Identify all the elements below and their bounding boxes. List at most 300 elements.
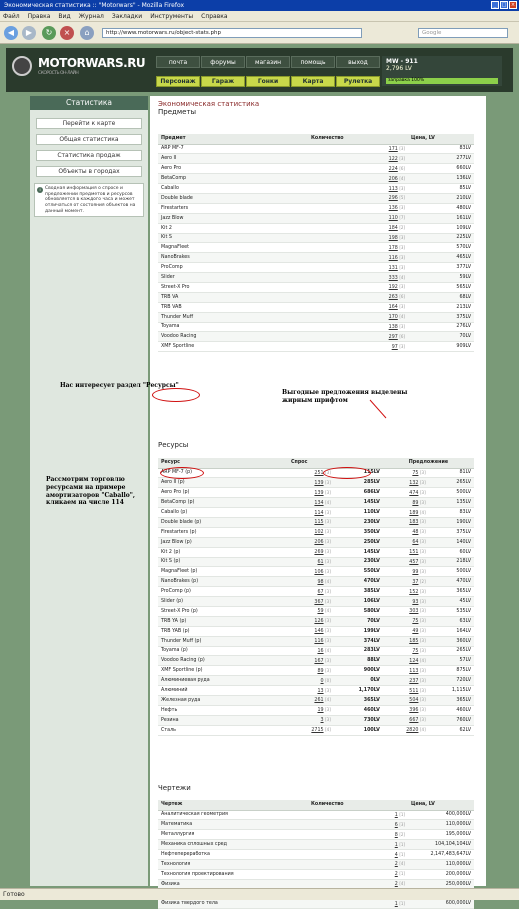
- search-placeholder: Google: [422, 30, 442, 36]
- demand-sellers: [3]: [325, 509, 331, 515]
- offer-qty-link[interactable]: 396: [409, 708, 419, 714]
- offer-qty-link[interactable]: 99: [412, 569, 419, 575]
- demand-qty-link[interactable]: 13: [317, 688, 324, 694]
- items-section-title: Предметы: [158, 108, 197, 116]
- offer-sellers: [3]: [419, 549, 426, 555]
- demand-qty-link[interactable]: 16: [317, 648, 324, 654]
- resource-name: Нефть: [158, 705, 288, 715]
- resource-name: BetaComp (р): [158, 498, 288, 508]
- demand-qty-link[interactable]: 134: [314, 500, 324, 506]
- drawing-qty-cell: [308, 899, 408, 909]
- offer-sellers: [3]: [419, 707, 426, 713]
- page-title: Экономическая статистика: [158, 100, 260, 108]
- demand-qty-link[interactable]: 116: [314, 639, 324, 645]
- item-price: 59LV: [408, 273, 474, 283]
- offer-qty-link[interactable]: 75: [412, 470, 419, 476]
- info-icon: i: [37, 187, 43, 193]
- offer-sellers: [3]: [419, 588, 426, 594]
- item-qty-link[interactable]: 297: [388, 334, 398, 340]
- nav-help[interactable]: помощь: [291, 56, 335, 68]
- item-qty-link[interactable]: 164: [388, 305, 398, 311]
- demand-price: 106LV: [334, 597, 383, 607]
- nav-races[interactable]: Гонки: [246, 76, 290, 87]
- offer-qty-link[interactable]: 48: [412, 530, 419, 536]
- offer-price: 190LV: [429, 517, 474, 527]
- item-qty-link[interactable]: 97: [391, 344, 398, 350]
- demand-sellers: [3]: [325, 707, 331, 713]
- sidebar-title: Статистика: [30, 96, 148, 110]
- offer-qty-link[interactable]: 183: [409, 520, 419, 526]
- draw-header-name: Чертеж: [158, 800, 308, 810]
- resource-name: Aero Pro (р): [158, 488, 288, 498]
- item-name: TRB VA: [158, 292, 308, 302]
- offer-qty-link[interactable]: 237: [409, 678, 419, 684]
- offer-price: 164LV: [429, 626, 474, 636]
- menu-file[interactable]: Файл: [3, 13, 20, 20]
- item-name: MagnaFleet: [158, 243, 308, 253]
- resource-name: XMF Sportline (р): [158, 666, 288, 676]
- drawing-name: Технология проектирования: [158, 869, 308, 879]
- item-qty-link[interactable]: 263: [388, 295, 398, 301]
- offer-qty-link[interactable]: 303: [409, 609, 419, 615]
- demand-sellers: [0]: [325, 677, 331, 683]
- offer-price: 500LV: [429, 488, 474, 498]
- demand-sellers: [3]: [325, 519, 331, 525]
- item-qty-sellers: [7]: [399, 215, 405, 221]
- item-name: Aero Pro: [158, 164, 308, 174]
- demand-sellers: [3]: [325, 469, 331, 475]
- demand-sellers: [4]: [325, 608, 331, 614]
- item-price: 570LV: [408, 243, 474, 253]
- status-bar: [0, 888, 519, 900]
- demand-qty-link[interactable]: 67: [317, 589, 324, 595]
- drawing-qty-link[interactable]: 6: [394, 822, 398, 828]
- demand-price: 1,170LV: [334, 686, 383, 696]
- offer-sellers: [3]: [419, 558, 426, 564]
- drawing-price: 195,000LV: [408, 830, 474, 840]
- resource-name: Алюминиевая руда: [158, 676, 288, 686]
- resource-name: Slider (р): [158, 597, 288, 607]
- offer-price: 365LV: [429, 587, 474, 597]
- demand-sellers: [4]: [325, 697, 331, 703]
- minimize-icon[interactable]: _: [491, 1, 499, 9]
- drawing-qty-link[interactable]: 8: [394, 832, 398, 838]
- offer-qty-link[interactable]: 152: [409, 589, 419, 595]
- drawing-qty-link[interactable]: 1: [394, 901, 398, 907]
- nav-mail[interactable]: почта: [156, 56, 200, 68]
- offer-price: 760LV: [429, 715, 474, 725]
- drawing-sellers: [4]: [399, 881, 405, 887]
- address-bar[interactable]: [102, 28, 362, 38]
- sidebar-item-map[interactable]: Перейти к карте: [36, 118, 142, 129]
- resource-name: Toyama (р): [158, 646, 288, 656]
- item-qty-sellers: [3]: [399, 244, 405, 250]
- drawing-qty-link[interactable]: 1: [394, 842, 398, 848]
- drawing-sellers: [1]: [399, 841, 405, 847]
- demand-qty-link[interactable]: 139: [314, 490, 324, 496]
- offer-price: 218LV: [429, 557, 474, 567]
- reload-icon[interactable]: ↻: [42, 26, 56, 40]
- offer-qty-link[interactable]: 75: [412, 619, 419, 625]
- close-icon[interactable]: ×: [510, 2, 516, 8]
- item-qty-link[interactable]: 113: [388, 186, 398, 192]
- offer-price: 265LV: [429, 646, 474, 656]
- offer-qty-link[interactable]: 93: [412, 599, 419, 605]
- demand-qty-link[interactable]: 2715: [311, 728, 324, 734]
- item-name: Voodoo Racing: [158, 332, 308, 342]
- res-header-name: Ресурс: [158, 458, 288, 468]
- res-header-offer: Предложение: [383, 458, 474, 468]
- offer-sellers: [3]: [419, 717, 426, 723]
- item-qty-sellers: [3]: [399, 343, 405, 349]
- nav-roulette[interactable]: Рулетка: [336, 76, 380, 87]
- item-qty-sellers: [6]: [399, 333, 405, 339]
- sidebar-item-general-stats[interactable]: Общая статистика: [36, 134, 142, 145]
- item-price: 377LV: [408, 263, 474, 273]
- offer-sellers: [3]: [419, 479, 426, 485]
- demand-qty-link[interactable]: 106: [314, 569, 324, 575]
- nav-shop[interactable]: магазин: [246, 56, 290, 68]
- logo-text: MOTORWARS.RU: [38, 56, 146, 70]
- item-price: 375LV: [408, 312, 474, 322]
- offer-sellers: [3]: [419, 697, 426, 703]
- offer-sellers: [3]: [419, 519, 426, 525]
- demand-price: 900LV: [334, 666, 383, 676]
- logo-tagline: СКОРОСТЬ ОН-ЛАЙН: [38, 71, 79, 76]
- drawing-sellers: [3]: [399, 821, 405, 827]
- item-price: 565LV: [408, 282, 474, 292]
- window-titlebar: [0, 0, 519, 11]
- item-qty-sellers: [3]: [399, 323, 405, 329]
- offer-price: 62LV: [429, 725, 474, 735]
- search-input[interactable]: [418, 28, 508, 38]
- resource-name: Firestarters (р): [158, 527, 288, 537]
- demand-price: 145LV: [334, 498, 383, 508]
- demand-qty-link[interactable]: 269: [314, 550, 324, 556]
- drawing-price: 104,104,104LV: [408, 840, 474, 850]
- offer-sellers: [4]: [419, 657, 426, 663]
- drawing-price: 250,000LV: [408, 879, 474, 889]
- demand-price: 686LV: [334, 488, 383, 498]
- item-qty-sellers: [3]: [399, 145, 405, 151]
- stop-icon[interactable]: ×: [60, 26, 74, 40]
- demand-sellers: [3]: [325, 529, 331, 535]
- status-text: Готово: [3, 891, 25, 898]
- item-qty-link[interactable]: 136: [388, 206, 398, 212]
- item-price: 85LV: [408, 184, 474, 194]
- offer-sellers: [3]: [419, 529, 426, 535]
- demand-qty-link[interactable]: 206: [314, 540, 324, 546]
- demand-qty-link[interactable]: 19: [317, 708, 324, 714]
- maximize-icon[interactable]: □: [501, 2, 507, 8]
- demand-price: 385LV: [334, 587, 383, 597]
- demand-sellers: [4]: [325, 499, 331, 505]
- demand-qty-link[interactable]: 261: [314, 698, 324, 704]
- offer-qty-link[interactable]: 185: [409, 639, 419, 645]
- item-qty-sellers: [6]: [399, 294, 405, 300]
- demand-qty-link[interactable]: 61: [317, 559, 324, 565]
- item-name: Caballo: [158, 184, 308, 194]
- demand-qty-link[interactable]: 0: [320, 678, 324, 684]
- offer-sellers: [4]: [419, 727, 426, 733]
- navigation-toolbar: [0, 22, 519, 44]
- item-price: 465LV: [408, 253, 474, 263]
- offer-price: 535LV: [429, 606, 474, 616]
- url-text: http://www.motorwars.ru/object-stats.php: [106, 30, 222, 36]
- item-price: 109LV: [408, 223, 474, 233]
- nav-garage[interactable]: Гараж: [201, 76, 245, 87]
- offer-qty-link[interactable]: 113: [409, 668, 419, 674]
- drawings-section-title: Чертежи: [158, 784, 191, 792]
- offer-qty-link[interactable]: 2820: [406, 728, 419, 734]
- drawing-sellers: [2]: [399, 831, 405, 837]
- offer-sellers: [3]: [419, 598, 426, 604]
- offer-qty-link[interactable]: 64: [412, 540, 419, 546]
- demand-qty-link[interactable]: 98: [317, 579, 324, 585]
- annotation-bold-offers: Выгодные предложения выделены жирным шрифтом: [282, 389, 408, 404]
- offer-sellers: [4]: [419, 509, 426, 515]
- item-qty-link[interactable]: 192: [388, 285, 398, 291]
- resource-name: Kit 2 (р): [158, 547, 288, 557]
- sidebar-info-text: Сводная информация о спросе и предложении предметов и ресурсов обновляется в каждого часа и может отличаться от состояния объектов на данный момент.: [45, 186, 136, 214]
- demand-qty-link[interactable]: 59: [317, 609, 324, 615]
- item-qty-sellers: [3]: [399, 234, 405, 240]
- item-qty-sellers: [2]: [399, 225, 405, 231]
- item-qty-sellers: [3]: [399, 304, 405, 310]
- item-price: 276LV: [408, 322, 474, 332]
- nav-exit[interactable]: выход: [336, 56, 380, 68]
- item-qty-sellers: [4]: [399, 274, 405, 280]
- offer-sellers: [3]: [419, 469, 426, 475]
- demand-qty-link[interactable]: 251: [314, 470, 324, 476]
- offer-qty-link[interactable]: 504: [409, 698, 419, 704]
- item-price: 909LV: [408, 342, 474, 352]
- offer-sellers: [3]: [419, 667, 426, 673]
- item-price: 277LV: [408, 154, 474, 164]
- offer-qty-link[interactable]: 49: [412, 629, 419, 635]
- drawing-qty-link[interactable]: 2: [394, 872, 398, 878]
- item-price: 83LV: [408, 144, 474, 154]
- offer-price: 365LV: [429, 695, 474, 705]
- offer-price: 360LV: [429, 636, 474, 646]
- offer-sellers: [3]: [419, 618, 426, 624]
- offer-qty-link[interactable]: 124: [409, 658, 419, 664]
- drawing-name: Нефтепереработка: [158, 850, 308, 860]
- home-icon[interactable]: ⌂: [80, 26, 94, 40]
- demand-price: 374LV: [334, 636, 383, 646]
- resource-name: Алюминий: [158, 686, 288, 696]
- resource-name: Voodoo Racing (р): [158, 656, 288, 666]
- drawing-price: 600,000LV: [408, 899, 474, 909]
- offer-qty-link[interactable]: 132: [409, 480, 419, 486]
- item-price: 213LV: [408, 302, 474, 312]
- item-qty-link[interactable]: 138: [388, 324, 398, 330]
- resource-name: Aero II (р): [158, 478, 288, 488]
- offer-price: 875LV: [429, 666, 474, 676]
- resource-name: NanoBrakes (р): [158, 577, 288, 587]
- demand-sellers: [3]: [325, 539, 331, 545]
- car-balance: 2,796 LV: [386, 65, 412, 72]
- demand-sellers: [3]: [325, 717, 331, 723]
- demand-qty-link[interactable]: 114: [314, 510, 324, 516]
- demand-sellers: [4]: [325, 647, 331, 653]
- offer-price: 81LV: [429, 468, 474, 478]
- demand-price: 0LV: [334, 676, 383, 686]
- item-qty-link[interactable]: 333: [388, 275, 398, 281]
- demand-price: 145LV: [334, 547, 383, 557]
- offer-sellers: [3]: [419, 687, 426, 693]
- drawing-qty-link[interactable]: 2: [394, 862, 398, 868]
- demand-qty-link[interactable]: 139: [314, 480, 324, 486]
- item-name: XMF Sportline: [158, 342, 308, 352]
- item-qty-sellers: [4]: [399, 175, 405, 181]
- resource-name: Street-X Pro (р): [158, 606, 288, 616]
- resource-name: ProComp (р): [158, 587, 288, 597]
- item-qty-link[interactable]: 170: [388, 315, 398, 321]
- demand-qty-link[interactable]: 126: [314, 619, 324, 625]
- demand-qty-link[interactable]: 367: [314, 599, 324, 605]
- demand-sellers: [3]: [325, 549, 331, 555]
- resource-name: Сталь: [158, 725, 288, 735]
- item-qty-link[interactable]: 122: [388, 156, 398, 162]
- item-qty-link[interactable]: 206: [388, 176, 398, 182]
- drawing-qty-link[interactable]: 1: [394, 812, 398, 818]
- demand-qty-link[interactable]: 3: [320, 718, 324, 724]
- drawing-price: 2,147,483,647LV: [408, 850, 474, 860]
- item-price: 136LV: [408, 174, 474, 184]
- demand-sellers: [3]: [325, 568, 331, 574]
- demand-price: 283LV: [334, 646, 383, 656]
- offer-price: 63LV: [429, 616, 474, 626]
- offer-price: 57LV: [429, 656, 474, 666]
- demand-sellers: [3]: [325, 687, 331, 693]
- demand-price: 199LV: [334, 626, 383, 636]
- item-qty-link[interactable]: 224: [388, 166, 398, 172]
- demand-price: 250LV: [334, 537, 383, 547]
- item-qty-link[interactable]: 184: [388, 226, 398, 232]
- nav-forums[interactable]: форумы: [201, 56, 245, 68]
- item-qty-link[interactable]: 116: [388, 255, 398, 261]
- item-qty-link[interactable]: 131: [388, 265, 398, 271]
- demand-sellers: [3]: [325, 598, 331, 604]
- drawing-name: Аналитическая геометрия: [158, 810, 308, 820]
- offer-price: 375LV: [429, 527, 474, 537]
- resource-name: TRB YA (р): [158, 616, 288, 626]
- drawing-qty-link[interactable]: 4: [394, 852, 398, 858]
- drawing-qty-link[interactable]: 2: [394, 882, 398, 888]
- offer-price: 460LV: [429, 705, 474, 715]
- resource-name: TRB YAB (р): [158, 626, 288, 636]
- offer-qty-link[interactable]: 151: [409, 550, 419, 556]
- window-title: Экономическая статистика :: "Motorwars" - Mozilla Firefox: [4, 2, 185, 9]
- offer-qty-link[interactable]: 89: [412, 500, 419, 506]
- offer-qty-link[interactable]: 75: [412, 648, 419, 654]
- drawing-name: Технология: [158, 859, 308, 869]
- drawing-price: 110,000LV: [408, 859, 474, 869]
- resource-name: MagnaFleet (р): [158, 567, 288, 577]
- item-qty-link[interactable]: 110: [388, 216, 398, 222]
- drawing-price: 400,000LV: [408, 810, 474, 820]
- drawing-name: Металлургия: [158, 830, 308, 840]
- item-qty-link[interactable]: 171: [388, 146, 398, 152]
- demand-price: 230LV: [334, 557, 383, 567]
- menu-tools[interactable]: Инструменты: [150, 13, 194, 20]
- offer-qty-link[interactable]: 189: [409, 510, 419, 516]
- item-name: Toyama: [158, 322, 308, 332]
- demand-sellers: [3]: [325, 667, 331, 673]
- offer-qty-link[interactable]: 511: [409, 688, 419, 694]
- demand-price: 88LV: [334, 656, 383, 666]
- demand-qty-link[interactable]: 102: [314, 530, 324, 536]
- demand-price: 580LV: [334, 606, 383, 616]
- menu-history[interactable]: Журнал: [78, 13, 104, 20]
- demand-price: 100LV: [334, 725, 383, 735]
- menu-edit[interactable]: Правка: [27, 13, 51, 20]
- item-name: ProComp: [158, 263, 308, 273]
- demand-qty-link[interactable]: 167: [314, 658, 324, 664]
- demand-price: 460LV: [334, 705, 383, 715]
- offer-price: 135LV: [429, 498, 474, 508]
- demand-qty-link[interactable]: 115: [314, 520, 324, 526]
- demand-sellers: [3]: [325, 638, 331, 644]
- draw-header-price: Цена, LV: [408, 800, 474, 810]
- offer-price: 83LV: [429, 508, 474, 518]
- nav-map[interactable]: Карта: [291, 76, 335, 87]
- offer-sellers: [3]: [419, 677, 426, 683]
- fuel-label: заправка 100%: [388, 78, 425, 83]
- offer-qty-link[interactable]: 37: [412, 579, 419, 585]
- offer-qty-link[interactable]: 457: [409, 559, 419, 565]
- menu-bookmarks[interactable]: Закладки: [111, 13, 143, 20]
- demand-qty-link[interactable]: 89: [317, 668, 324, 674]
- item-qty-link[interactable]: 198: [388, 235, 398, 241]
- menu-help[interactable]: Справка: [201, 13, 228, 20]
- offer-price: 500LV: [429, 567, 474, 577]
- offer-sellers: [2]: [419, 578, 426, 584]
- forward-icon[interactable]: ▶: [22, 26, 36, 40]
- item-name: Jazz Blow: [158, 213, 308, 223]
- demand-qty-link[interactable]: 146: [314, 629, 324, 635]
- menu-view[interactable]: Вид: [58, 13, 71, 20]
- sidebar-item-sales-stats[interactable]: Статистика продаж: [36, 150, 142, 161]
- offer-price: 265LV: [429, 478, 474, 488]
- annotation-resources: Нас интересует раздел "Ресурсы": [60, 382, 179, 389]
- back-icon[interactable]: ◀: [4, 26, 18, 40]
- nav-character[interactable]: Персонаж: [156, 76, 200, 87]
- offer-sellers: [3]: [419, 489, 426, 495]
- offer-price: 1,115LV: [429, 686, 474, 696]
- sidebar-item-city-objects[interactable]: Объекты в городах: [36, 166, 142, 177]
- demand-price: 550LV: [334, 567, 383, 577]
- demand-price: 285LV: [334, 478, 383, 488]
- demand-sellers: [3]: [325, 479, 331, 485]
- drawing-name: Механика сплошных сред: [158, 840, 308, 850]
- item-price: 225LV: [408, 233, 474, 243]
- item-qty-link[interactable]: 296: [388, 196, 398, 202]
- offer-qty-link[interactable]: 667: [409, 718, 419, 724]
- item-price: 70LV: [408, 332, 474, 342]
- resource-name: Thunder Muff (р): [158, 636, 288, 646]
- drawing-price: 200,000LV: [408, 869, 474, 879]
- demand-price: 110LV: [334, 508, 383, 518]
- offer-qty-link[interactable]: 474: [409, 490, 419, 496]
- item-qty-link[interactable]: 178: [388, 245, 398, 251]
- resources-section-title: Ресурсы: [158, 441, 189, 449]
- draw-header-qty: Количество: [308, 800, 408, 810]
- item-name: Thunder Muff: [158, 312, 308, 322]
- offer-sellers: [3]: [419, 499, 426, 505]
- item-name: Slider: [158, 273, 308, 283]
